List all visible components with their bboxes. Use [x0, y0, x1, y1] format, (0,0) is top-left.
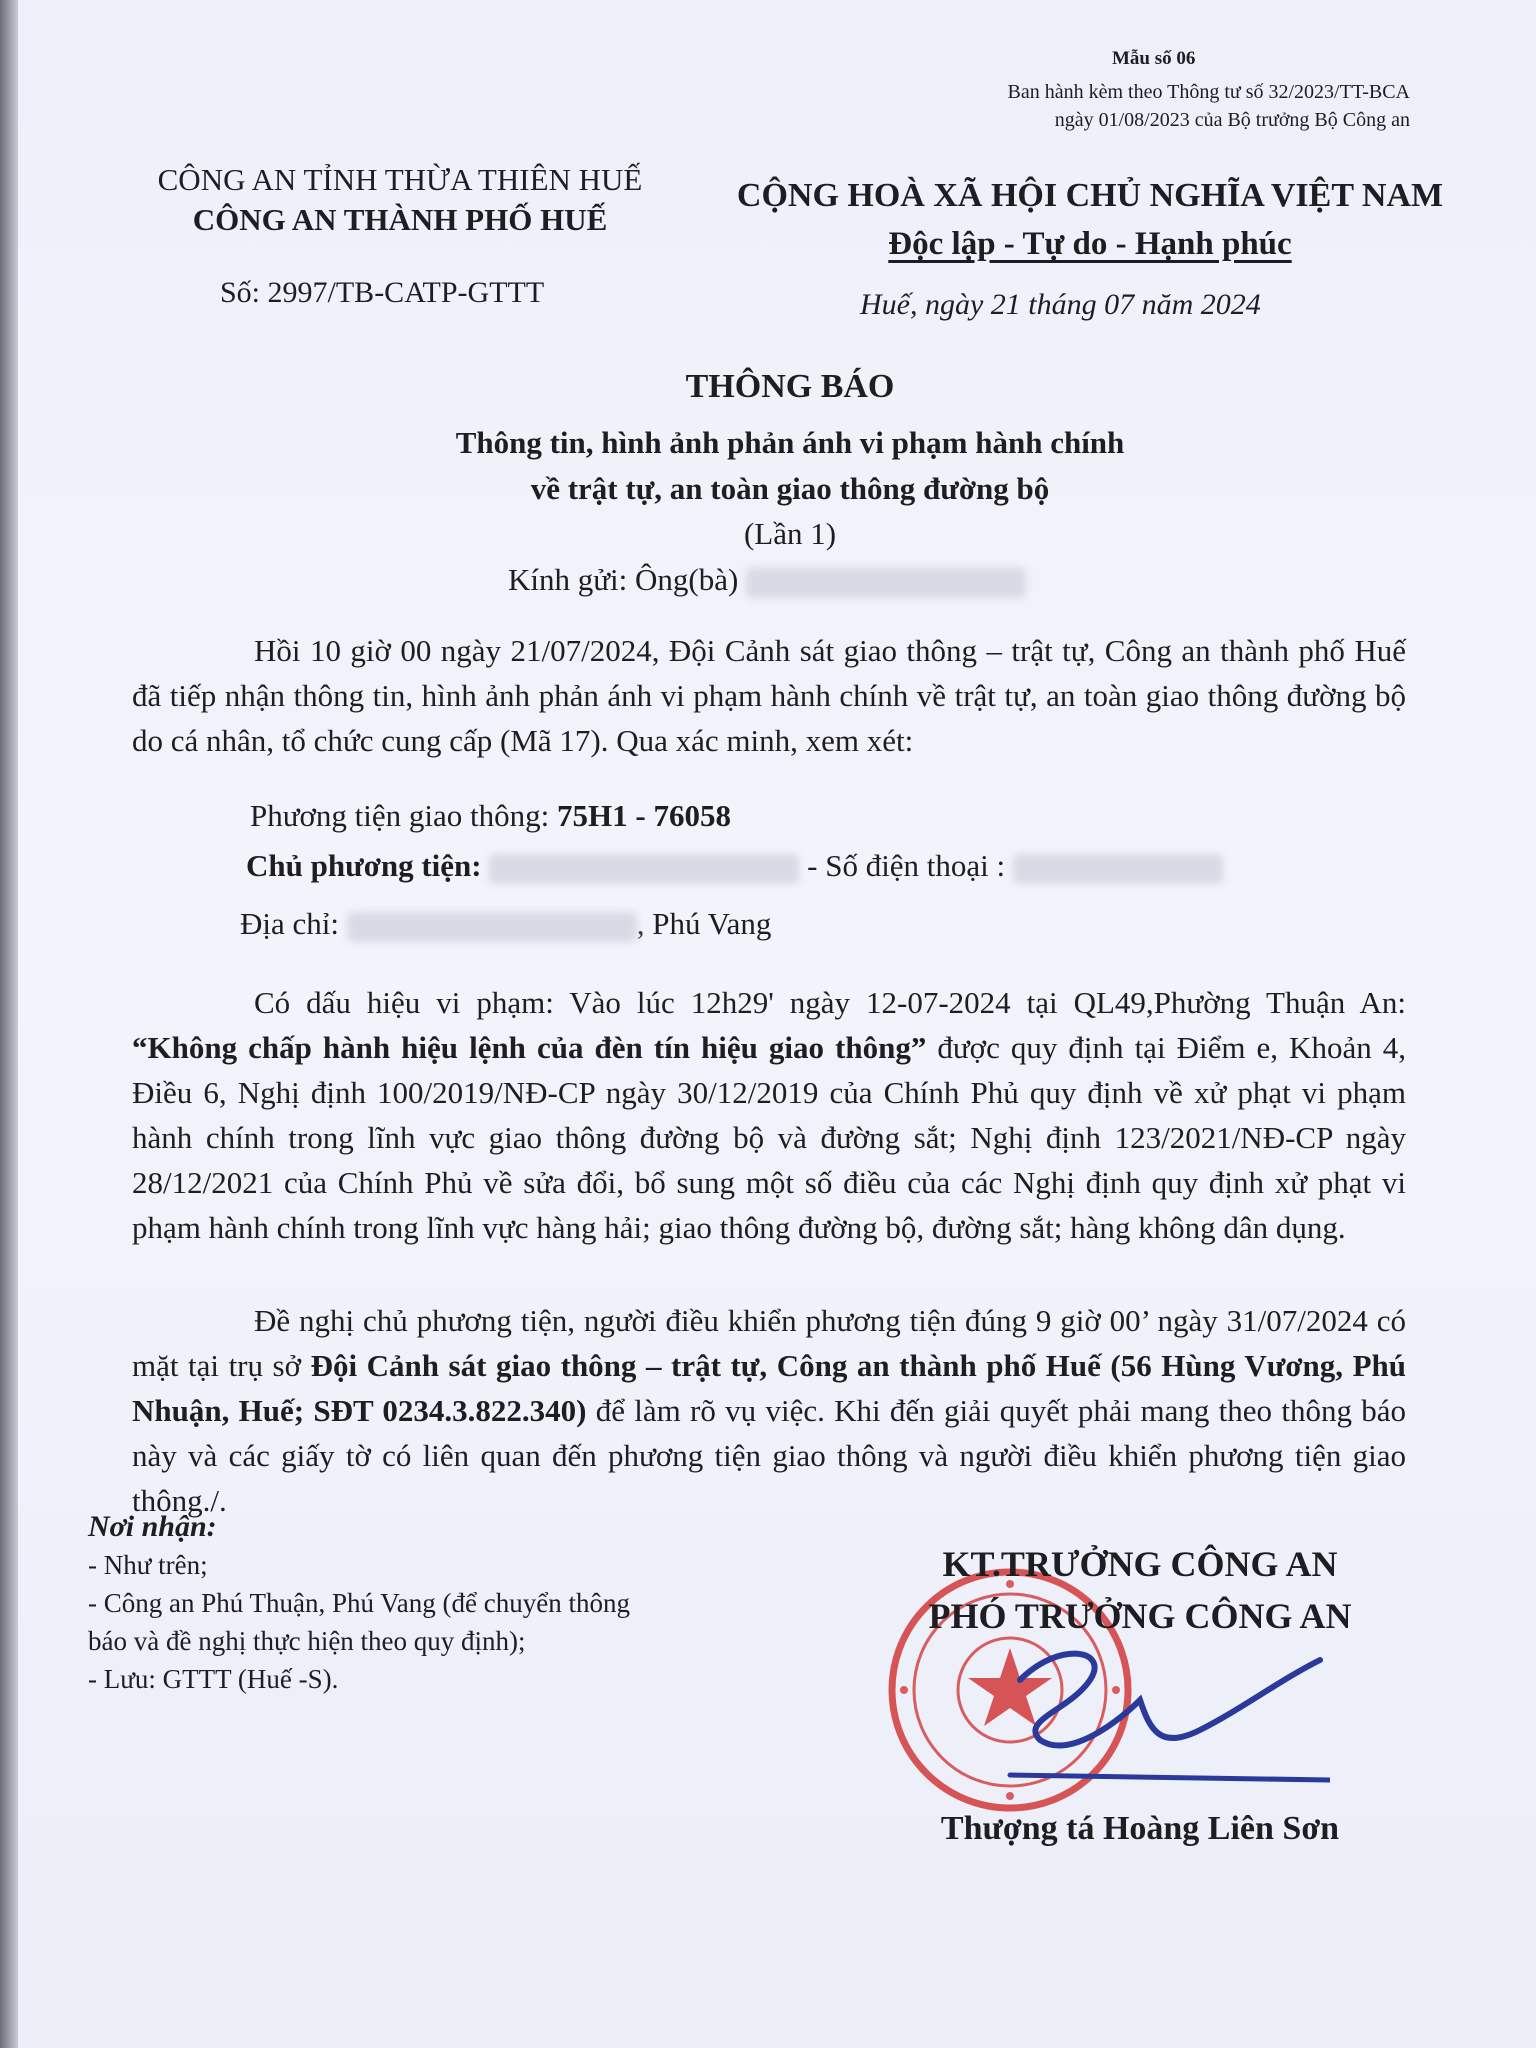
addressee	[508, 562, 1026, 598]
redacted-owner	[489, 854, 799, 884]
phone-label: - Số điện thoại :	[799, 848, 1013, 883]
signatory-title	[880, 1538, 1400, 1642]
vehicle-label: Phương tiện giao thông:	[250, 798, 558, 833]
national-header	[700, 172, 1480, 268]
recipients-block	[88, 1508, 630, 1698]
redacted-phone	[1013, 854, 1223, 884]
subtitle-line-1: Thông tin, hình ảnh phản ánh vi phạm hành chính	[455, 425, 1125, 460]
violation-description: “Không chấp hành hiệu lệnh của đèn tín hiệu giao thông”	[132, 1030, 927, 1065]
recipients-heading: Nơi nhận:	[88, 1510, 217, 1543]
agency-name: CÔNG AN THÀNH PHỐ HUẾ	[192, 202, 608, 237]
addressee-label: Kính gửi: Ông(bà)	[508, 562, 739, 597]
attempt-number: (Lần 1)	[743, 516, 837, 551]
owner-label: Chủ phương tiện:	[246, 848, 490, 883]
violation-text-b: được quy định tại Điểm e, Khoản 4, Điều 6, Nghị định 100/2019/NĐ-CP ngày 30/12/2019 của Chính Phủ quy định về xử phạt vi phạm hành chính trong lĩnh vực giao thông đường bộ và đường sắt; Nghị định 123/2021/NĐ-CP ngày 28/12/2021 của Chính Phủ về sửa đổi, bổ sung một số điều của các Nghị định quy định xử phạt vi phạm hành chính trong lĩnh vực hàng hải; giao thông đường bộ, đường sắt; hàng không dân dụng.	[132, 1030, 1406, 1245]
request-text-b: để làm rõ vụ việc. Khi đến giải quyết phải mang theo thông báo này và các giấy tờ có liên quan đến phương tiện giao thông và người điều khiển phương tiện giao thông./.	[132, 1393, 1406, 1518]
recipient-item: - Lưu: GTTT (Huế -S).	[88, 1664, 339, 1694]
country-name: CỘNG HOÀ XÃ HỘI CHỦ NGHĨA VIỆT NAM	[736, 177, 1444, 214]
signatory-title-1: KT.TRƯỞNG CÔNG AN	[942, 1544, 1338, 1584]
recipient-item: - Công an Phú Thuận, Phú Vang (để chuyển thông	[88, 1588, 630, 1618]
owner-line	[246, 848, 1223, 884]
document-subtitle	[0, 420, 1536, 512]
signature-icon	[1000, 1640, 1330, 1790]
document-title: THÔNG BÁO	[685, 368, 895, 405]
issued-with-line-2: ngày 01/08/2023 của Bộ trưởng Bộ Công an	[1054, 109, 1410, 131]
request-location: Đội Cảnh sát giao thông – trật tự, Công an thành phố Huế (56 Hùng Vương, Phú Nhuận, Huế; SĐT 0234.3.822.340)	[132, 1348, 1406, 1428]
document-date: Huế, ngày 21 tháng 07 năm 2024	[860, 288, 1261, 321]
address-label: Địa chỉ:	[240, 906, 347, 941]
form-number: Mẫu số 06	[1112, 48, 1196, 69]
violation-text-a: Có dấu hiệu vi phạm: Vào lúc 12h29' ngày 12-07-2024 tại QL49,Phường Thuận An:	[254, 985, 1406, 1020]
document-number: Số: 2997/TB-CATP-GTTT	[220, 276, 545, 309]
vehicle-line	[250, 798, 731, 834]
issued-with	[1008, 78, 1411, 134]
request-text-a: Đề nghị chủ phương tiện, người điều khiển phương tiện đúng 9 giờ 00’ ngày 31/07/2024 có mặt tại trụ sở	[132, 1303, 1406, 1383]
national-motto: Độc lập - Tự do - Hạnh phúc	[888, 226, 1292, 262]
agency-parent: CÔNG AN TỈNH THỪA THIÊN HUẾ	[157, 162, 643, 197]
agency-header	[120, 160, 680, 240]
address-line	[240, 906, 771, 942]
redacted-address	[347, 912, 637, 942]
redacted-name	[746, 568, 1026, 598]
paragraph-intro-text: Hồi 10 giờ 00 ngày 21/07/2024, Đội Cảnh sát giao thông – trật tự, Công an thành phố Huế đã tiếp nhận thông tin, hình ảnh phản ánh vi phạm hành chính về trật tự, an toàn giao thông đường bộ do cá nhân, tổ chức cung cấp (Mã 17). Qua xác minh, xem xét:	[132, 633, 1406, 758]
recipient-item: báo và đề nghị thực hiện theo quy định);	[88, 1626, 526, 1656]
recipient-item: - Như trên;	[88, 1550, 208, 1580]
paragraph-intro	[132, 628, 1406, 763]
signatory-name: Thượng tá Hoàng Liên Sơn	[940, 1810, 1340, 1847]
paragraph-violation	[132, 980, 1406, 1250]
subtitle-line-2: về trật tự, an toàn giao thông đường bộ	[530, 471, 1050, 506]
address-suffix: , Phú Vang	[636, 906, 772, 941]
paragraph-request	[132, 1298, 1406, 1523]
issued-with-line-1: Ban hành kèm theo Thông tư số 32/2023/TT-BCA	[1007, 81, 1410, 103]
page-edge-shadow	[0, 0, 18, 2048]
signatory-title-2: PHÓ TRƯỞNG CÔNG AN	[928, 1596, 1352, 1636]
vehicle-plate: 75H1 - 76058	[557, 798, 731, 833]
